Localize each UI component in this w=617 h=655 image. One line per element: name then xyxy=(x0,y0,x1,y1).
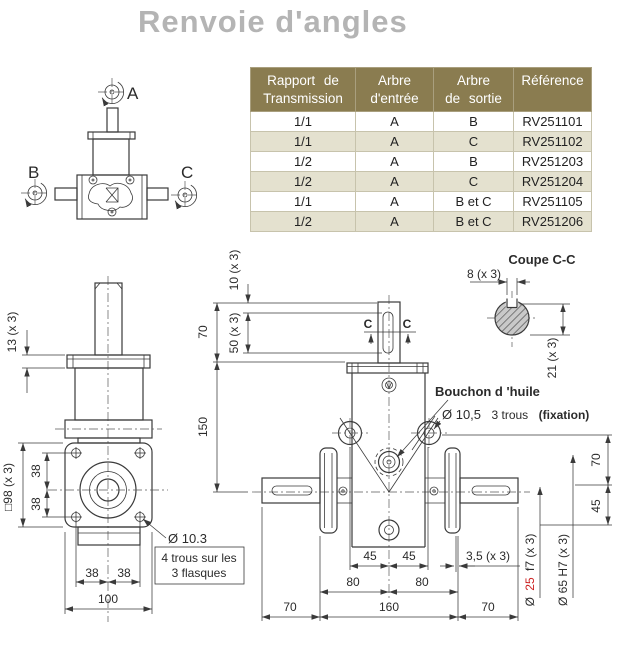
col-header-output-shaft xyxy=(434,68,514,112)
col-header-line: Arbre xyxy=(377,73,411,88)
dim-70-upper: 70 xyxy=(196,325,210,339)
note-line2: 3 flasques xyxy=(171,566,227,580)
fixation-label xyxy=(442,406,589,423)
cell-in: A xyxy=(356,212,434,232)
shaft-c xyxy=(425,448,518,533)
gearbox-overview-diagram xyxy=(15,52,245,242)
cell-out: B xyxy=(434,112,514,132)
shaft-b-label: B xyxy=(28,163,40,182)
note-line1: 4 trous sur les xyxy=(161,551,237,565)
cell-ratio: 1/1 xyxy=(251,112,356,132)
dim-150: 150 xyxy=(196,416,210,438)
coupe-dim-8: 8 (x 3) xyxy=(466,267,502,281)
cell-out: B et C xyxy=(434,192,514,212)
dim-10: 10 (x 3) xyxy=(227,249,241,291)
dim-80b: 80 xyxy=(415,575,429,589)
dim-38-h1: 38 xyxy=(85,566,99,580)
cell-ratio: 1/2 xyxy=(251,152,356,172)
dim-45b: 45 xyxy=(402,549,416,563)
dim-38-v2: 38 xyxy=(29,497,43,511)
dim-50: 50 (x 3) xyxy=(227,312,241,354)
cell-ref: RV251101 xyxy=(514,112,592,132)
dim-13: 13 (x 3) xyxy=(5,311,19,353)
cell-ratio: 1/1 xyxy=(251,192,356,212)
table-row xyxy=(251,112,592,132)
cell-ratio: 1/1 xyxy=(251,132,356,152)
col-header-line: Référence xyxy=(521,73,584,88)
cell-in: A xyxy=(356,112,434,132)
col-header-line: Transmission xyxy=(263,91,343,106)
dim-80a: 80 xyxy=(346,575,360,589)
col-header-line: Rapport de xyxy=(267,73,339,88)
dim-45-right: 45 xyxy=(589,499,603,513)
dim-38-v1: 38 xyxy=(29,464,43,478)
hole-diameter-label: Ø 10.3 xyxy=(168,531,208,546)
col-header-reference xyxy=(514,68,592,112)
fixation-count: 3 trous xyxy=(491,408,529,422)
fixation-note: (fixation) xyxy=(538,408,590,422)
front-view-drawing xyxy=(190,240,617,655)
front-view-dimensions xyxy=(196,250,612,621)
shaft-a-label: A xyxy=(127,84,139,103)
cell-ratio: 1/2 xyxy=(251,212,356,232)
cell-in: A xyxy=(356,132,434,152)
left-view-outline xyxy=(48,276,168,622)
shaft-c-label: C xyxy=(181,163,194,182)
cell-out: B et C xyxy=(434,212,514,232)
table-row xyxy=(251,172,592,192)
cell-ref: RV251203 xyxy=(514,152,592,172)
dim-100: 100 xyxy=(97,592,119,606)
table-header-row xyxy=(251,68,592,112)
col-header-line: Arbre xyxy=(456,73,490,88)
page-title: Renvoie d'angles xyxy=(138,4,408,39)
coupe-cc-detail xyxy=(467,252,576,378)
table-row xyxy=(251,212,592,232)
dim-70b: 70 xyxy=(481,600,495,614)
dim-70-right: 70 xyxy=(589,453,603,467)
dim-3-5: 3,5 (x 3) xyxy=(465,549,511,563)
coupe-title: Coupe C-C xyxy=(508,252,576,267)
dim-98: □98 (x 3) xyxy=(1,463,15,511)
cell-out: C xyxy=(434,132,514,152)
dim-38-h2: 38 xyxy=(117,566,131,580)
section-c-right: C xyxy=(402,317,412,331)
cell-in: A xyxy=(356,152,434,172)
dim-70a: 70 xyxy=(283,600,297,614)
dia25-suffix: f7 (x 3) xyxy=(523,533,537,571)
transmission-spec-table xyxy=(250,67,592,232)
cell-ref: RV251102 xyxy=(514,132,592,152)
table-row xyxy=(251,192,592,212)
col-header-input-shaft xyxy=(356,68,434,112)
table-row xyxy=(251,152,592,172)
cell-in: A xyxy=(356,192,434,212)
rotation-symbol-c xyxy=(171,181,199,209)
col-header-line: d'entrée xyxy=(370,91,419,106)
shaft-diameter-label xyxy=(523,534,537,607)
shaft-b xyxy=(262,448,352,533)
dia25-prefix: Ø xyxy=(523,597,537,607)
dim-160: 160 xyxy=(378,600,400,614)
rotation-symbol-b xyxy=(21,179,49,207)
cell-ref: RV251105 xyxy=(514,192,592,212)
cell-out: C xyxy=(434,172,514,192)
dim-45a: 45 xyxy=(363,549,377,563)
dia25-value: 25 xyxy=(523,577,537,591)
bore-diameter-label: Ø 65 H7 (x 3) xyxy=(556,533,570,607)
rotation-symbol-a xyxy=(98,78,126,106)
gearbox-outline xyxy=(55,108,168,219)
col-header-line: de sortie xyxy=(445,91,502,106)
fixation-dia: Ø 10,5 xyxy=(442,407,482,422)
coupe-dim-21: 21 (x 3) xyxy=(545,337,559,379)
cell-in: A xyxy=(356,172,434,192)
cell-ref: RV251206 xyxy=(514,212,592,232)
oil-plug-label: Bouchon d 'huile xyxy=(435,384,540,399)
cell-out: B xyxy=(434,152,514,172)
col-header-ratio xyxy=(251,68,356,112)
table-row xyxy=(251,132,592,152)
cell-ref: RV251204 xyxy=(514,172,592,192)
section-c-left: C xyxy=(363,317,373,331)
cell-ratio: 1/2 xyxy=(251,172,356,192)
